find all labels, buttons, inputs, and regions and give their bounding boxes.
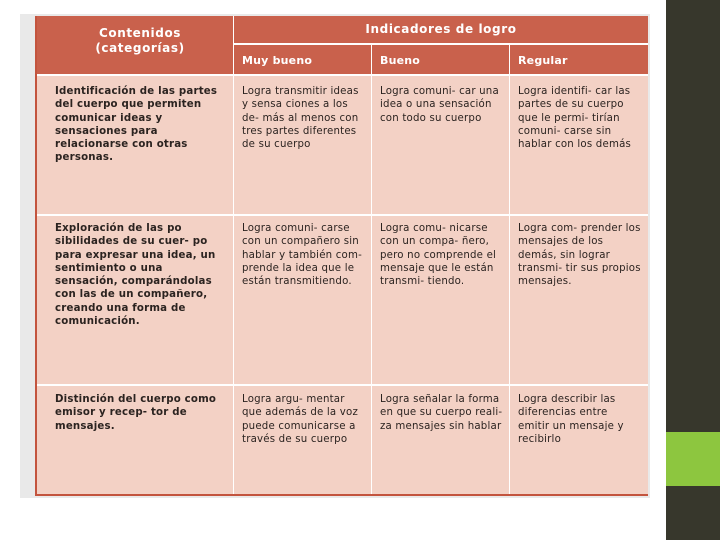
header-contenidos: Contenidos (categorías)	[37, 16, 233, 74]
header-muy-bueno: Muy bueno	[234, 45, 371, 74]
header-regular: Regular	[510, 45, 648, 74]
row3-regular: Logra describir las diferencias entre emitir un mensaje y recibirlo	[518, 394, 624, 445]
header-bueno: Bueno	[372, 45, 509, 74]
row3-category: Distinción del cuerpo como emisor y recep- tor de mensajes.	[55, 394, 217, 432]
column-divider	[233, 16, 234, 494]
column-divider	[509, 43, 510, 494]
row2-muy-bueno: Logra comuni- carse con un compañero sin hablar y también com- prende la idea que le están transmitiendo.	[242, 223, 362, 288]
evaluation-table	[35, 16, 648, 496]
accent-square	[666, 432, 720, 486]
row1-muy-bueno: Logra transmitir ideas y sensa ciones a los de- más al menos con tres partes diferentes de su cuerpo	[242, 86, 359, 151]
row2-category: Exploración de las po sibilidades de su cuer- po para expresar una idea, un sentimiento o una sensación, comparándolas con las de un compañero, creando una forma de comunicación.	[55, 223, 216, 328]
column-divider	[371, 43, 372, 494]
row3-muy-bueno: Logra argu- mentar que además de la voz puede comunicarse a través de su cuerpo	[242, 394, 359, 445]
row-divider	[37, 74, 648, 76]
row2-bueno: Logra comu- nicarse con un compa- ñero, pero no comprende el mensaje que le están transmi- tiendo.	[380, 223, 497, 288]
row-divider	[37, 214, 648, 216]
row1-regular: Logra identifi- car las partes de su cuerpo que le permi- tirían comuni- carse sin hablar con los demás	[518, 86, 632, 151]
row1-bueno: Logra comuni- car una idea o una sensación con todo su cuerpo	[380, 86, 499, 124]
header-indicadores: Indicadores de logro	[234, 16, 648, 43]
header-divider	[234, 43, 648, 45]
row3-bueno: Logra señalar la forma en que su cuerpo reali- za mensajes sin hablar	[380, 394, 503, 432]
row-divider	[37, 384, 648, 386]
row1-category: Identificación de las partes del cuerpo que permiten comunicar ideas y sensaciones para relacionarse con otras personas.	[55, 86, 218, 164]
row2-regular: Logra com- prender los mensajes de los demás, sin lograr transmi- tir sus propios mensajes.	[518, 223, 641, 288]
